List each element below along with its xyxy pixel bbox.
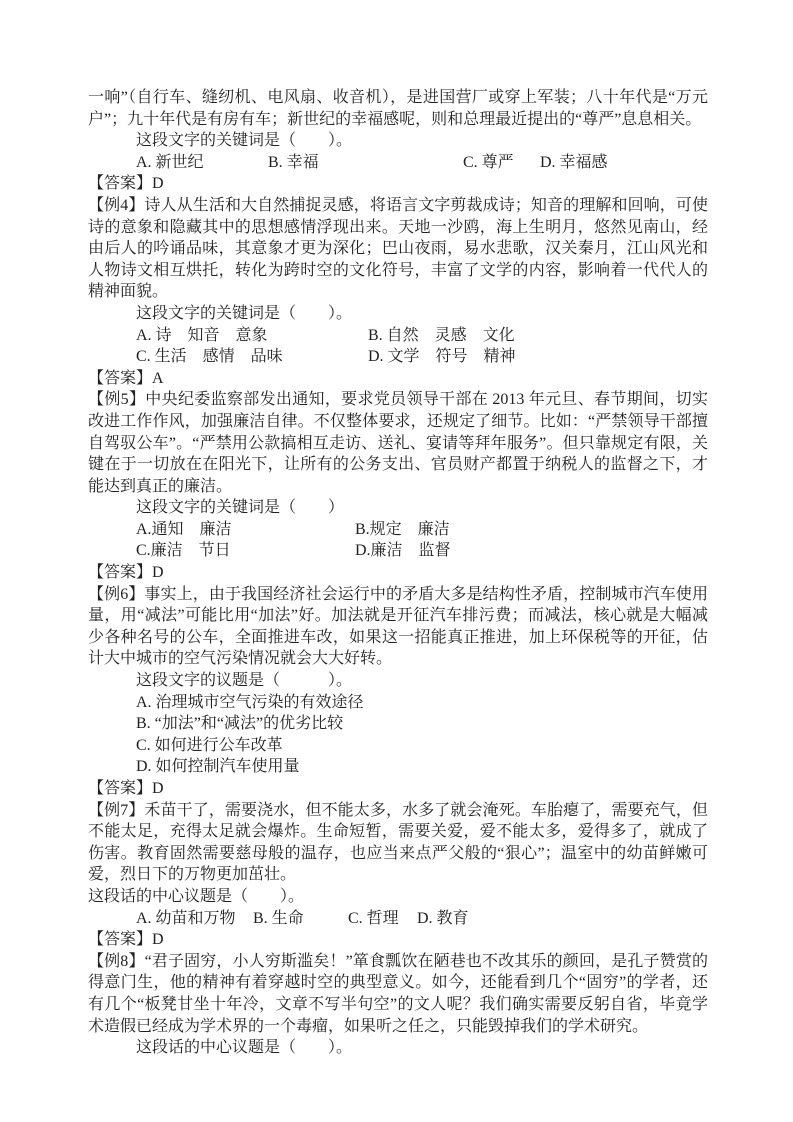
option-c: C.廉洁 节日 [136,542,231,560]
options-row [88,540,708,562]
option-c: C. 生活 感情 品味 [136,348,283,366]
question-line: 这段话的中心议题是（ ）。 [88,887,305,905]
option-b: B. 生命 [253,909,304,927]
option-a: A. 诗 知音 意象 [136,326,268,344]
option-b: B. 幸福 [268,153,319,171]
option-d: D. 幸福感 [540,153,608,171]
question-line: 这段文字的关键词是（ ）。 [136,132,353,150]
option-d: D. 教育 [417,909,469,927]
answer-line: 【答案】D [88,780,164,797]
document-page [88,87,708,1059]
options-row [88,152,708,174]
question-line: 这段文字的关键词是（ ）。 [136,304,353,322]
option-b: B.规定 廉洁 [355,520,450,538]
options-row [88,346,708,368]
option-d: D. 文学 符号 精神 [368,348,516,366]
answer-line: 【答案】A [88,369,164,387]
answer-line: 【答案】D [88,175,164,193]
question-line: 这段话的中心议题是（ ）。 [136,1039,353,1057]
section-intro [88,87,708,195]
passage-text: 【例5】中央纪委监察部发出通知，要求党员领导干部在 2013 年元旦、春节期间，切实改进工作作风，加强廉洁自律。不仅整体要求，还规定了细节。比如：“严禁领导干部擅自驾驭公车”。“严禁用公款搞相互走访、送礼、宴请等拜年服务”。但只靠规定有限，关键在于一切放在在阳光下，让所有的公务支出、官员财产都置于纳税人的监督之下，才能达到真正的廉洁。 [88,391,708,495]
answer-line: 【答案】D [88,564,164,582]
options-row [88,908,708,930]
option-a: A. 幼苗和万物 [136,909,236,927]
answer-line: 【答案】D [88,931,164,949]
option-c: C. 哲理 [348,909,399,927]
option-d: D.廉洁 监督 [355,542,451,560]
option-b: B. 自然 灵感 文化 [368,326,515,344]
section-example-6 [88,584,708,800]
options-row [88,325,708,347]
passage-text: 一响”（自行车、缝纫机、电风扇、收音机），是进国营厂或穿上军装；八十年代是“万元户”；九十年代是有房有车；新世纪的幸福感呢，则和总理最近提出的“尊严”息息相关。 [88,89,708,128]
option-b: B. “加法”和“减法”的优劣比较 [136,715,344,733]
section-example-8 [88,951,708,1059]
passage-text: 【例4】诗人从生活和大自然捕捉灵感，将语言文字剪裁成诗；知音的理解和回响，可使诗的意象和隐藏其中的思想感情浮现出来。天地一沙鸥，海上生明月，悠然见南山，经由后人的吟诵品味，其意象才更为深化；巴山夜雨，易水悲歌，汉关秦月，江山风光和人物诗文相互烘托，转化为跨时空的文化符号，丰富了文学的内容，影响着一代代人的精神面貌。 [88,196,708,301]
passage-text: 【例7】禾苗干了，需要浇水，但不能太多，水多了就会淹死。车胎瘪了，需要充气，但不能太足，充得太足就会爆炸。生命短暂，需要关爱，爱不能太多，爱得多了，就成了伤害。教育固然需要慈母般的温存，也应当来点严父般的“狠心”；温室中的幼苗鲜嫩可爱，烈日下的万物更加茁壮。 [88,801,708,884]
option-a: A. 新世纪 [136,153,204,171]
section-example-7 [88,800,708,951]
question-line: 这段文字的议题是（ ）。 [136,672,353,690]
option-c: C. 尊严 [463,153,514,171]
options-row [88,519,708,541]
option-a: A. 治理城市空气污染的有效途径 [136,693,364,711]
section-example-4 [88,195,708,389]
option-d: D. 如何控制汽车使用量 [136,758,300,776]
section-example-5 [88,389,708,583]
passage-text: 【例8】“君子固穷，小人穷斯滥矣！”箪食瓢饮在陋巷也不改其乐的颜回，是孔子赞赏的得意门生，他的精神有着穿越时空的典型意义。如今，还能看到几个“固穷”的学者，还有几个“板凳甘坐十年冷，文章不写半句空”的文人呢？我们确实需要反躬自省，毕竟学术造假已经成为学术界的一个毒瘤，如果听之任之，只能毁掉我们的学术研究。 [88,952,708,1035]
question-line: 这段文字的关键词是（ ） [136,499,345,517]
passage-text: 【例6】事实上，由于我国经济社会运行中的矛盾大多是结构性矛盾，控制城市汽车使用量，用“减法”可能比用“加法”好。加法就是开征汽车排污费；而减法，核心就是大幅减少各种名号的公车，全面推进车改，如果这一招能真正推进，加上环保税等的开征，估计大中城市的空气污染情况就会大大好转。 [88,585,708,668]
option-a: A.通知 廉洁 [136,520,232,538]
option-c: C. 如何进行公车改革 [136,736,283,754]
